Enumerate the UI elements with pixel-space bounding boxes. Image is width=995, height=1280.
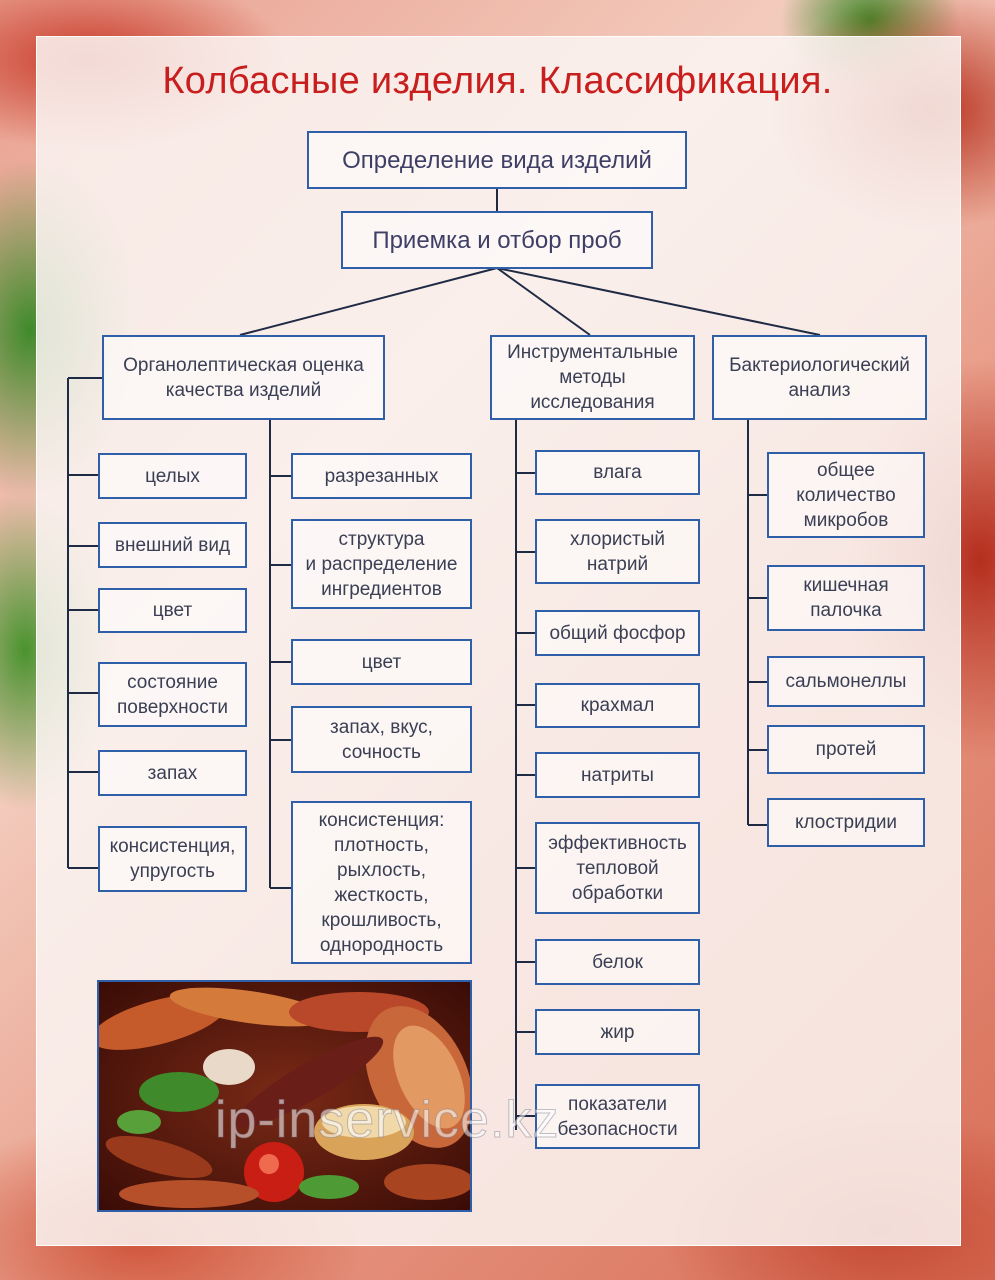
item-proteus: протей (767, 725, 925, 774)
item-fat: жир (535, 1009, 700, 1055)
item-consistency-details: консистенция: плотность, рыхлость, жесткость, крошливость, однородность (291, 801, 472, 964)
item-color-cut: цвет (291, 639, 472, 685)
watermark: ip-inservice.kz (215, 1091, 560, 1149)
item-whole: целых (98, 453, 247, 499)
item-safety: показатели безопасности (535, 1084, 700, 1149)
item-appearance: внешний вид (98, 522, 247, 568)
item-surface-state: состояние поверхности (98, 662, 247, 727)
item-salmonella: сальмонеллы (767, 656, 925, 707)
item-sodium-chloride: хлористый натрий (535, 519, 700, 584)
item-protein: белок (535, 939, 700, 985)
item-cut: разрезанных (291, 453, 472, 499)
heading-organoleptic: Органолептическая оценка качества изделий (102, 335, 385, 420)
item-consistency-elasticity: консистенция, упругость (98, 826, 247, 892)
item-heat-efficiency: эффективность тепловой обработки (535, 822, 700, 914)
item-nitrites: натриты (535, 752, 700, 798)
item-color-whole: цвет (98, 588, 247, 633)
item-moisture: влага (535, 450, 700, 495)
item-clostridia: клостридии (767, 798, 925, 847)
box-sampling: Приемка и отбор проб (341, 211, 653, 269)
heading-instrumental: Инструментальные методы исследования (490, 335, 695, 420)
item-phosphorus: общий фосфор (535, 610, 700, 656)
box-type-definition: Определение вида изделий (307, 131, 687, 189)
heading-bacteriological: Бактериологический анализ (712, 335, 927, 420)
item-smell: запах (98, 750, 247, 796)
item-e-coli: кишечная палочка (767, 565, 925, 631)
item-starch: крахмал (535, 683, 700, 728)
page-title: Колбасные изделия. Классификация. (162, 60, 833, 102)
item-structure: структура и распределение ингредиентов (291, 519, 472, 609)
item-microbes-total: общее количество микробов (767, 452, 925, 538)
item-smell-taste-juiciness: запах, вкус, сочность (291, 706, 472, 773)
